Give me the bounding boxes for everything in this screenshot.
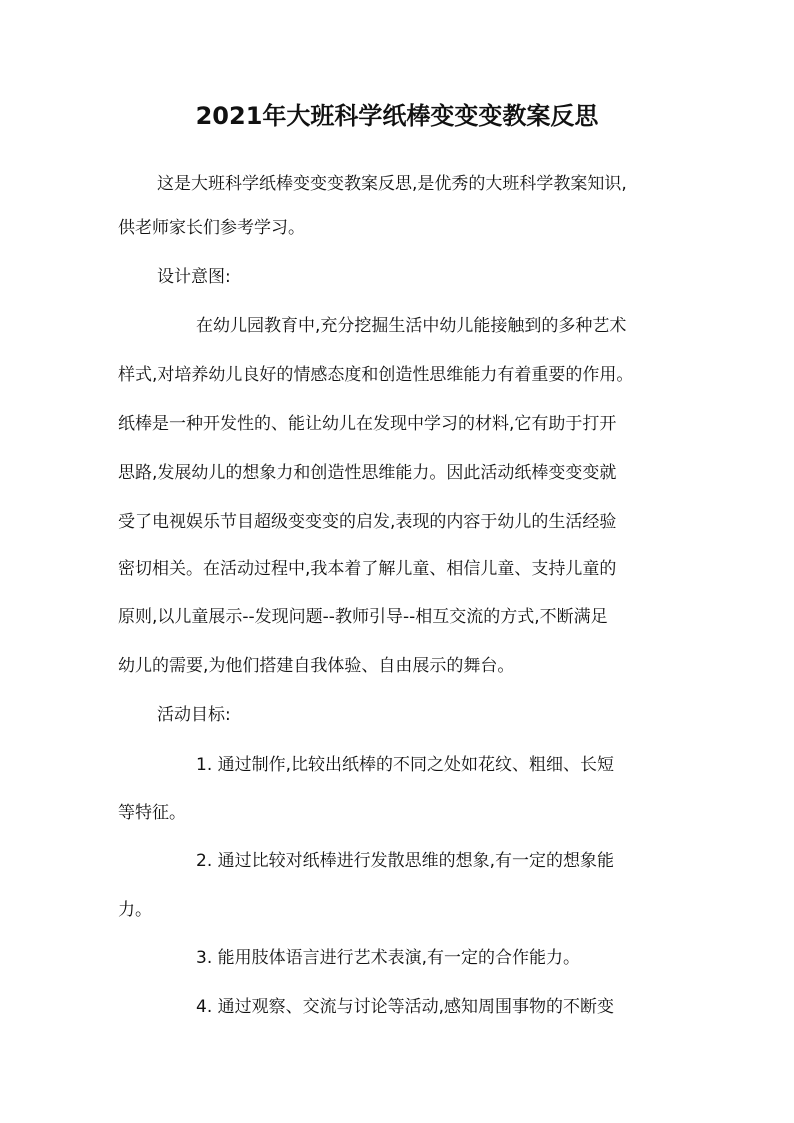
body-line-8: 幼儿的需要,为他们搭建自我体验、自由展示的舞台。 (118, 656, 515, 676)
goal-1-line-2: 等特征。 (118, 803, 186, 823)
intro-line-1: 这是大班科学纸棒变变变教案反思,是优秀的大班科学教案知识, (157, 174, 627, 194)
body-line-4: 思路,发展幼儿的想象力和创造性思维能力。因此活动纸棒变变变就 (118, 463, 617, 483)
goal-2-line-1: 2. 通过比较对纸棒进行发散思维的想象,有一定的想象能 (196, 851, 615, 871)
body-line-5: 受了电视娱乐节目超级变变变的启发,表现的内容于幼儿的生活经验 (118, 512, 617, 532)
goal-4-line-1: 4. 通过观察、交流与讨论等活动,感知周围事物的不断变 (196, 997, 615, 1017)
goal-3-line-1: 3. 能用肢体语言进行艺术表演,有一定的合作能力。 (196, 948, 581, 968)
body-line-6: 密切相关。在活动过程中,我本着了解儿童、相信儿童、支持儿童的 (118, 559, 617, 579)
body-line-7: 原则,以儿童展示--发现问题--教师引导--相互交流的方式,不断满足 (118, 607, 608, 627)
body-line-2: 样式,对培养幼儿良好的情感态度和创造性思维能力有着重要的作用。 (118, 365, 634, 385)
body-line-3: 纸棒是一种开发性的、能让幼儿在发现中学习的材料,它有助于打开 (118, 414, 617, 434)
goal-2-line-2: 力。 (118, 900, 152, 920)
document-title: 2021年大班科学纸棒变变变教案反思 (195, 102, 599, 130)
section-heading-activity-goals: 活动目标: (157, 705, 231, 725)
intro-line-2: 供老师家长们参考学习。 (118, 218, 305, 238)
goal-1-line-1: 1. 通过制作,比较出纸棒的不同之处如花纹、粗细、长短 (196, 755, 615, 775)
section-heading-design-intent: 设计意图: (157, 267, 231, 287)
body-line-1: 在幼儿园教育中,充分挖掘生活中幼儿能接触到的多种艺术 (196, 316, 627, 336)
